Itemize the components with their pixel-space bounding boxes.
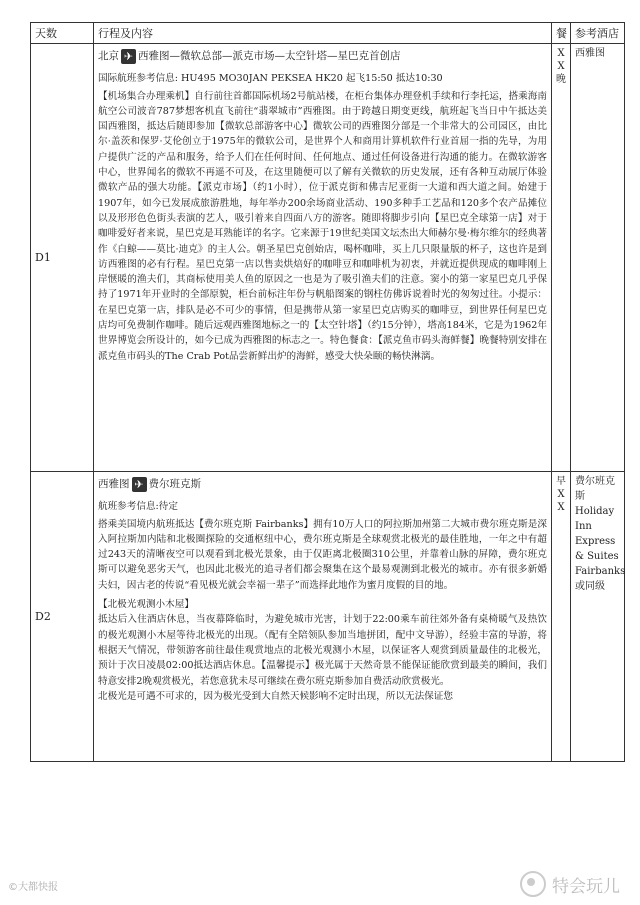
- route-to: 西雅图—微软总部—派克市场—太空针塔—星巴克首创店: [138, 50, 401, 62]
- day-label: D1: [31, 44, 94, 472]
- route-line: [98, 49, 547, 64]
- meal-lunch: X: [557, 489, 565, 500]
- day-description: 【机场集合办理乘机】自行前往首都国际机场2号航站楼，在柜台集体办理登机手续和行李托运，搭乘海南航空公司波音787梦想客机直飞前往“翡翠城市”西雅图。由于跨越日期变更线，航班起飞当日中午抵达美国西雅图，抵达后随即参加【微软总部游客中心】微软公司的西雅图分部是一个非常大的公司园区，由比尔·盖茨和保罗·艾伦创立于1975年的微软公司，是世界个人和商用计算机软件行业首屈一指的先导，为用户提供广泛的产品和服务，给予人们在任何时间、任何地点、通过任何设备进行沟通的能力。在微软游客中心，世界闻名的微软不再遥不可及，在这里随便可以了解有关微软的历史发展，还有各种互动展厅体验微软产品的强大功能。【派克市场】（约1小时），位于派克街和佛吉尼亚街一大道和西大道之间。始建于1907年，如今已发展成旅游胜地，每年举办200余场商业活动、190多种手工艺品和120多个农产品摊位以及形形色色街头表演的艺人，吸引着来自四面八方的游客。随即将脚步引向【星巴克全球第一店】对于咖啡爱好者来说，星巴克是耳熟能详的名字。它来源于19世纪美国文坛杰出大师赫尔曼·梅尔维尔的经典著作《白鲸——莫比·迪克》的主人公。朝圣星巴克创始店，喝杯咖啡，买上几只限量版的杯子，这也许是到访西雅图的必有行程。星巴克第一店以售卖烘焙好的咖啡豆和咖啡机为初衷，并就近提供现成的咖啡刚上岸惬暖的渔夫们，其商标使用美人鱼的原因之一也是为了吸引渔夫们的注意。窦小的第一家星巴克几乎保持了1971年开业时的全部原貌，柜台前标注年份与帆船图案的钢柱仿佛诉说着时光的匆匆过往。小提示：在星巴克第一店，排队是必不可少的事情，但是携带从第一家星巴克店购买的咖啡豆，到世界任何星巴克店均可免费制作咖啡。随后远观西雅图地标之一的【太空针塔】（约15分钟），塔高184米，它是为1962年世界博览会所设计的，如今已成为西雅图的标志之一。特色餐食：【派克鱼市码头海鲜餐】晚餐特别安排在派克鱼市码头的The Crab Pot品尝新鲜出炉的海鲜，感受大快朵颐的畅快淋漓。: [98, 90, 547, 362]
- itinerary-table: [30, 22, 625, 762]
- airplane-icon: ✈: [121, 49, 136, 64]
- route-from: 西雅图: [98, 478, 130, 490]
- hotel-cell: 费尔班克斯 Holiday Inn Express & Suites Fairbanks 或同级: [571, 472, 625, 762]
- header-hotel: 参考酒店: [571, 23, 625, 44]
- day-description: 搭乘美国境内航班抵达【费尔班克斯 Fairbanks】拥有10万人口的阿拉斯加州第二大城市费尔班克斯是深入阿拉斯加内陆和北极圈探险的交通枢纽中心，费尔班克斯是全球观赏北极光的最佳胜地，一年之中有超过243天的清晰夜空可以观看到北极光景象，由于仅距离北极圈310公里，并靠着山脉的屏障，费尔班克斯可以避免恶劣天气，也因此北极光的追寻者们都会聚集在这个最易观测到北极光的城市。亦有很多新婚夫妇，因古老的传说“看见极光就会幸福一辈子”而选择此地作为蜜月度假的目的地。: [98, 518, 547, 591]
- header-itinerary: 行程及内容: [94, 23, 552, 44]
- day-content: [94, 44, 552, 472]
- flight-info: 航班参考信息:待定: [98, 501, 178, 513]
- route-from: 北京: [98, 50, 119, 62]
- meal-lunch: X: [557, 61, 565, 72]
- watermark-left: ©大都快报: [8, 882, 58, 893]
- flight-info: 国际航班参考信息: HU495 MO30JAN PEKSEA HK20 起飞15:50 抵达10:30: [98, 73, 443, 85]
- hotel-cell: 西雅图: [571, 44, 625, 472]
- header-meal: 餐: [552, 23, 571, 44]
- section-heading: 【北极光观测小木屋】: [98, 599, 194, 611]
- day-row: [31, 472, 625, 762]
- day-row: [31, 44, 625, 472]
- watermark-right: [520, 871, 620, 897]
- day-description-2: 抵达后入住酒店休息，当夜幕降临时，为避免城市光害，计划于22:00乘车前往郊外备有桌椅暖气及热饮的极光观测小木屋等待北极光的出现。（配有全陪领队参加当地拼团，配中文导游），经验丰富的导游，将根据天气情况，带领游客前往最佳观赏地点的北极光观测小木屋，以保证客人观赏到质量最佳的北极光，预计于次日凌晨02:00抵达酒店休息。【温馨提示】极光属于天然奇景不能保证能欣赏到最美的瞬间，我们特意安排2晚观赏极光，若您意犹未尽可继续在费尔班克斯参加自费活动欣赏极光。: [98, 614, 547, 687]
- meal-breakfast: 早: [556, 476, 566, 487]
- day-label: D2: [31, 472, 94, 762]
- header-row: [31, 23, 625, 44]
- meal-cell: [552, 472, 571, 762]
- route-line: [98, 477, 547, 492]
- meal-dinner: X: [557, 502, 565, 513]
- header-day: 天数: [31, 23, 94, 44]
- day-description-3: 北极光是可遇不可求的，因为极光受到大自然天候影响不定时出现，所以无法保证您: [98, 690, 453, 702]
- day-content: [94, 472, 552, 762]
- wechat-icon: [520, 871, 546, 897]
- meal-breakfast: X: [557, 48, 565, 59]
- meal-cell: [552, 44, 571, 472]
- route-to: 费尔班克斯: [148, 478, 201, 490]
- airplane-icon: ✈: [132, 477, 147, 492]
- watermark-right-text: 特会玩儿: [552, 876, 620, 897]
- meal-dinner: 晚: [556, 74, 566, 85]
